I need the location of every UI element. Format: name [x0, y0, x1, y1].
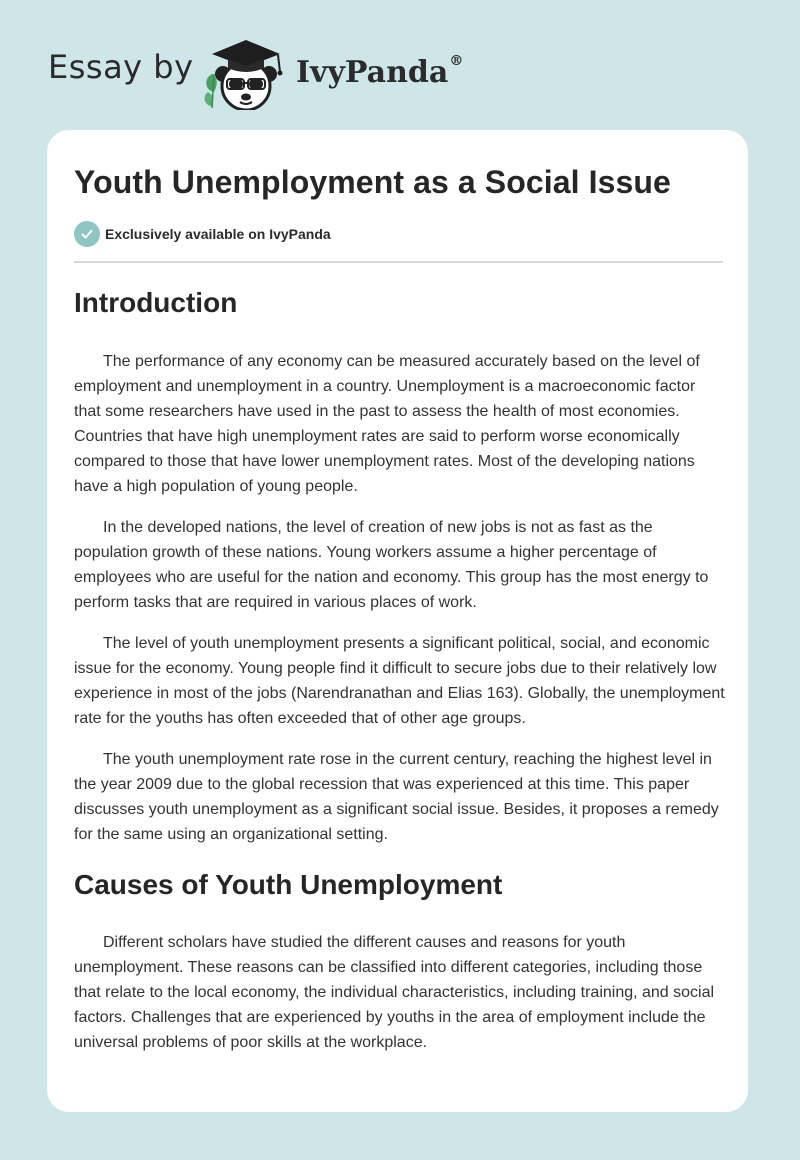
essay-by-label: Essay by — [48, 48, 194, 86]
paragraph: The youth unemployment rate rose in the current century, reaching the highest level in the year 2009 due to the global recession that was experienced at this time. This paper discusses youth unemployment as a significant social issue. Besides, it proposes a remedy for the same using an organizational setting. — [74, 751, 719, 843]
brand-name[interactable] — [296, 55, 463, 90]
ivypanda-logo-icon[interactable] — [198, 34, 294, 110]
article-card — [47, 130, 748, 1112]
page-title: Youth Unemployment as a Social Issue — [74, 164, 671, 200]
title-divider — [74, 261, 723, 263]
paragraph: Different scholars have studied the different causes and reasons for youth unemployment. These reasons can be classified into different categories, including those that relate to the local economy, the individual characteristics, including training, and social factors. Challenges that are experienced by youths in the area of employment include the universal problems of poor skills at the workplace. — [74, 934, 715, 1051]
paragraph: In the developed nations, the level of creation of new jobs is not as fast as the population growth of these nations. Young workers assume a higher percentage of employees who are useful for the nation and economy. This group has the most energy to perform tasks that are required in various places of work. — [74, 519, 709, 611]
registered-mark: ® — [449, 53, 464, 69]
paragraph: The level of youth unemployment presents a significant political, social, and economic issue for the economy. Young people find it difficult to secure jobs due to their relatively low experience in most of the jobs (Narendranathan and Elias 163). Globally, the unemployment rate for the youths has often exceeded that of other age groups. — [74, 635, 725, 727]
section-heading-introduction: Introduction — [74, 287, 238, 318]
article-body — [74, 278, 726, 1055]
section-heading-causes: Causes of Youth Unemployment — [74, 869, 503, 900]
brand-text: IvyPanda — [296, 55, 449, 90]
paragraph: The performance of any economy can be measured accurately based on the level of employment and unemployment in a country. Unemployment is a macroeconomic factor that some researchers have used in the past to assess the health of most economies. Countries that have high unemployment rates are said to perform worse economically compared to those that have lower unemployment rates. Most of the developing nations have a high population of young people. — [74, 353, 700, 495]
site-header — [0, 0, 800, 130]
exclusive-badge — [74, 221, 331, 247]
exclusive-badge-label: Exclusively available on IvyPanda — [105, 226, 331, 242]
check-circle-icon — [74, 221, 100, 247]
